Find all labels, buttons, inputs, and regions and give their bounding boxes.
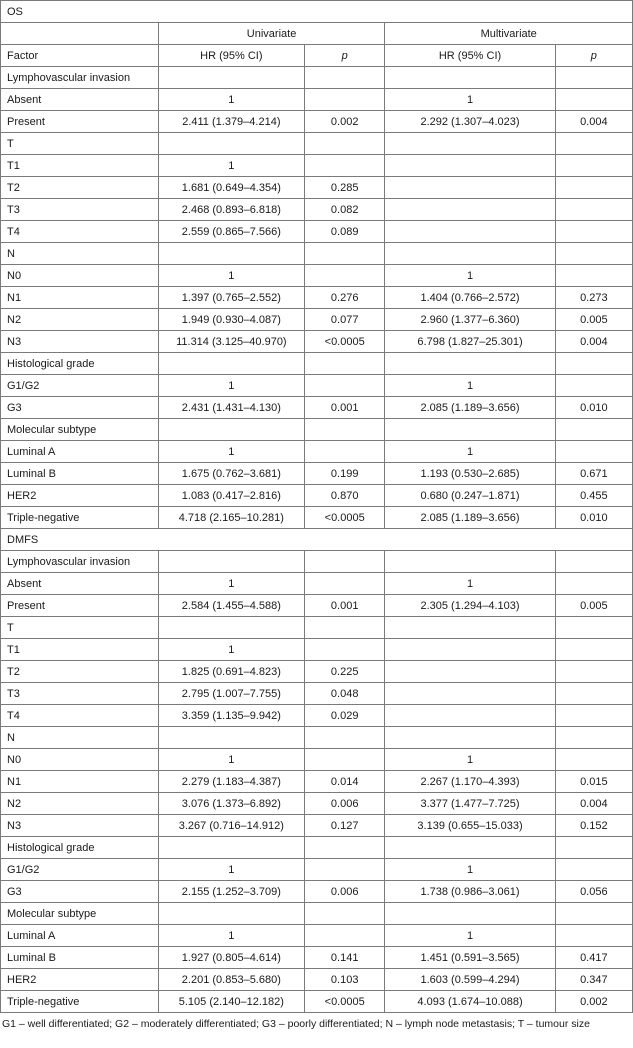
multivariate-hr-cell: 2.085 (1.189–3.656) <box>385 397 555 419</box>
row-label: T3 <box>1 683 159 705</box>
univariate-p-cell <box>304 441 384 463</box>
multivariate-p-cell <box>555 859 632 881</box>
empty-cell <box>304 727 384 749</box>
empty-cell <box>555 727 632 749</box>
multivariate-hr-cell: 2.267 (1.170–4.393) <box>385 771 555 793</box>
multivariate-hr-cell: 0.680 (0.247–1.871) <box>385 485 555 507</box>
table-row <box>1 991 633 1013</box>
multivariate-p-cell <box>555 749 632 771</box>
table-row <box>1 947 633 969</box>
univariate-p-cell: <0.0005 <box>304 991 384 1013</box>
univariate-p-cell: 0.006 <box>304 793 384 815</box>
univariate-hr-cell: 1.397 (0.765–2.552) <box>158 287 304 309</box>
multivariate-p-cell: 0.010 <box>555 397 632 419</box>
empty-cell <box>158 837 304 859</box>
table-row <box>1 683 633 705</box>
multivariate-p-cell: 0.056 <box>555 881 632 903</box>
empty-cell <box>304 419 384 441</box>
group-row <box>1 837 633 859</box>
multivariate-hr-cell: 1 <box>385 573 555 595</box>
row-label: N3 <box>1 815 159 837</box>
empty-cell <box>555 419 632 441</box>
group-name: T <box>1 617 159 639</box>
univariate-p-cell: <0.0005 <box>304 331 384 353</box>
empty-cell <box>304 133 384 155</box>
multivariate-p-cell <box>555 683 632 705</box>
multivariate-hr-cell: 2.305 (1.294–4.103) <box>385 595 555 617</box>
empty-cell <box>385 67 555 89</box>
univariate-p-cell: 0.029 <box>304 705 384 727</box>
table-row <box>1 639 633 661</box>
multivariate-hr-cell: 1.404 (0.766–2.572) <box>385 287 555 309</box>
group-row <box>1 903 633 925</box>
multivariate-hr-cell <box>385 661 555 683</box>
multivariate-hr-cell: 1 <box>385 749 555 771</box>
row-label: T1 <box>1 155 159 177</box>
multivariate-p-cell: 0.004 <box>555 111 632 133</box>
multivariate-hr-cell <box>385 221 555 243</box>
empty-cell <box>304 243 384 265</box>
univariate-hr-cell: 2.411 (1.379–4.214) <box>158 111 304 133</box>
univariate-hr-cell: 1 <box>158 89 304 111</box>
univariate-p-cell: 0.082 <box>304 199 384 221</box>
univariate-p-cell <box>304 89 384 111</box>
row-label: T2 <box>1 177 159 199</box>
multivariate-hr-cell: 2.085 (1.189–3.656) <box>385 507 555 529</box>
empty-cell <box>158 903 304 925</box>
row-label: Triple-negative <box>1 507 159 529</box>
table-row <box>1 881 633 903</box>
group-row <box>1 67 633 89</box>
table-row <box>1 771 633 793</box>
univariate-hr-cell: 3.359 (1.135–9.942) <box>158 705 304 727</box>
table-row <box>1 199 633 221</box>
multivariate-hr-cell: 1.451 (0.591–3.565) <box>385 947 555 969</box>
multivariate-p-cell: 0.015 <box>555 771 632 793</box>
empty-cell <box>304 903 384 925</box>
row-label: G3 <box>1 881 159 903</box>
table-row <box>1 89 633 111</box>
multivariate-hr-cell <box>385 683 555 705</box>
row-label: HER2 <box>1 969 159 991</box>
multivariate-p-cell <box>555 441 632 463</box>
row-label: N1 <box>1 287 159 309</box>
univariate-hr-cell: 1 <box>158 925 304 947</box>
empty-cell <box>158 419 304 441</box>
univariate-hr-cell: 1 <box>158 749 304 771</box>
multivariate-hr-cell: 1 <box>385 441 555 463</box>
header-univariate: Univariate <box>158 23 385 45</box>
univariate-hr-cell: 1 <box>158 375 304 397</box>
row-label: Luminal A <box>1 925 159 947</box>
univariate-p-cell: 0.001 <box>304 397 384 419</box>
row-label: T3 <box>1 199 159 221</box>
univariate-p-cell: 0.014 <box>304 771 384 793</box>
table-row <box>1 793 633 815</box>
row-label: Luminal B <box>1 463 159 485</box>
univariate-hr-cell: 1.681 (0.649–4.354) <box>158 177 304 199</box>
multivariate-p-cell: 0.005 <box>555 595 632 617</box>
header-row-columns <box>1 45 633 67</box>
multivariate-p-cell: 0.671 <box>555 463 632 485</box>
empty-cell <box>555 617 632 639</box>
empty-cell <box>304 551 384 573</box>
univariate-p-cell: 0.089 <box>304 221 384 243</box>
multivariate-hr-cell <box>385 639 555 661</box>
group-row <box>1 551 633 573</box>
group-row <box>1 243 633 265</box>
univariate-hr-cell: 1 <box>158 859 304 881</box>
empty-cell <box>385 419 555 441</box>
empty-cell <box>555 67 632 89</box>
univariate-hr-cell: 1 <box>158 265 304 287</box>
univariate-hr-cell: 1.825 (0.691–4.823) <box>158 661 304 683</box>
header-multivariate-p: p <box>555 45 632 67</box>
group-name: Lymphovascular invasion <box>1 67 159 89</box>
empty-cell <box>385 727 555 749</box>
table-row <box>1 441 633 463</box>
group-row <box>1 727 633 749</box>
multivariate-p-cell <box>555 265 632 287</box>
row-label: Absent <box>1 89 159 111</box>
multivariate-p-cell <box>555 221 632 243</box>
univariate-p-cell: 0.285 <box>304 177 384 199</box>
header-factor: Factor <box>1 45 159 67</box>
group-name: Histological grade <box>1 353 159 375</box>
multivariate-hr-cell: 2.292 (1.307–4.023) <box>385 111 555 133</box>
univariate-p-cell: 0.001 <box>304 595 384 617</box>
univariate-p-cell: 0.048 <box>304 683 384 705</box>
empty-cell <box>158 133 304 155</box>
multivariate-p-cell: 0.002 <box>555 991 632 1013</box>
univariate-p-cell <box>304 265 384 287</box>
multivariate-p-cell: 0.347 <box>555 969 632 991</box>
empty-cell <box>555 243 632 265</box>
multivariate-hr-cell <box>385 199 555 221</box>
footnote: G1 – well differentiated; G2 – moderately differentiated; G3 – poorly differentiated; N – lymph node metastasis; T – tumour size <box>2 1018 590 1030</box>
row-label: HER2 <box>1 485 159 507</box>
header-multivariate: Multivariate <box>385 23 633 45</box>
table-row <box>1 815 633 837</box>
multivariate-p-cell: 0.152 <box>555 815 632 837</box>
multivariate-hr-cell: 1.603 (0.599–4.294) <box>385 969 555 991</box>
header-row-analysis <box>1 23 633 45</box>
table-row <box>1 969 633 991</box>
row-label: Luminal A <box>1 441 159 463</box>
univariate-hr-cell: 5.105 (2.140–12.182) <box>158 991 304 1013</box>
empty-cell <box>304 67 384 89</box>
multivariate-hr-cell: 1 <box>385 859 555 881</box>
row-label: T4 <box>1 705 159 727</box>
multivariate-p-cell <box>555 375 632 397</box>
univariate-hr-cell: 2.468 (0.893–6.818) <box>158 199 304 221</box>
univariate-p-cell <box>304 749 384 771</box>
table-row <box>1 859 633 881</box>
multivariate-hr-cell: 4.093 (1.674–10.088) <box>385 991 555 1013</box>
row-label: Triple-negative <box>1 991 159 1013</box>
group-name: Lymphovascular invasion <box>1 551 159 573</box>
empty-cell <box>304 617 384 639</box>
univariate-p-cell: 0.225 <box>304 661 384 683</box>
univariate-hr-cell: 3.267 (0.716–14.912) <box>158 815 304 837</box>
multivariate-p-cell: 0.004 <box>555 793 632 815</box>
multivariate-p-cell <box>555 199 632 221</box>
row-label: G3 <box>1 397 159 419</box>
multivariate-hr-cell: 1 <box>385 375 555 397</box>
empty-cell <box>555 903 632 925</box>
empty-cell <box>555 353 632 375</box>
row-label: N2 <box>1 309 159 331</box>
header-empty-cell <box>1 23 159 45</box>
table-row <box>1 925 633 947</box>
univariate-p-cell: 0.077 <box>304 309 384 331</box>
table-row <box>1 265 633 287</box>
group-row <box>1 353 633 375</box>
empty-cell <box>158 617 304 639</box>
empty-cell <box>158 727 304 749</box>
row-label: G1/G2 <box>1 375 159 397</box>
multivariate-p-cell <box>555 177 632 199</box>
section-row-os <box>1 1 633 23</box>
multivariate-p-cell: 0.005 <box>555 309 632 331</box>
univariate-p-cell <box>304 639 384 661</box>
group-row <box>1 617 633 639</box>
multivariate-p-cell <box>555 89 632 111</box>
multivariate-hr-cell: 3.377 (1.477–7.725) <box>385 793 555 815</box>
empty-cell <box>555 837 632 859</box>
table-row <box>1 221 633 243</box>
row-label: T1 <box>1 639 159 661</box>
group-row <box>1 419 633 441</box>
row-label: G1/G2 <box>1 859 159 881</box>
empty-cell <box>385 243 555 265</box>
empty-cell <box>158 67 304 89</box>
table-row <box>1 375 633 397</box>
section-title: DMFS <box>1 529 633 551</box>
univariate-hr-cell: 3.076 (1.373–6.892) <box>158 793 304 815</box>
univariate-hr-cell: 1 <box>158 441 304 463</box>
group-name: N <box>1 727 159 749</box>
univariate-hr-cell: 2.201 (0.853–5.680) <box>158 969 304 991</box>
table-row <box>1 705 633 727</box>
empty-cell <box>158 243 304 265</box>
multivariate-hr-cell: 1 <box>385 89 555 111</box>
group-name: Histological grade <box>1 837 159 859</box>
univariate-hr-cell: 2.155 (1.252–3.709) <box>158 881 304 903</box>
univariate-p-cell: 0.006 <box>304 881 384 903</box>
univariate-hr-cell: 2.584 (1.455–4.588) <box>158 595 304 617</box>
univariate-p-cell <box>304 573 384 595</box>
univariate-hr-cell: 4.718 (2.165–10.281) <box>158 507 304 529</box>
multivariate-p-cell: 0.010 <box>555 507 632 529</box>
table-row <box>1 595 633 617</box>
multivariate-p-cell <box>555 573 632 595</box>
table-row <box>1 287 633 309</box>
empty-cell <box>385 903 555 925</box>
group-row <box>1 133 633 155</box>
row-label: Present <box>1 111 159 133</box>
univariate-p-cell: 0.199 <box>304 463 384 485</box>
empty-cell <box>385 617 555 639</box>
univariate-p-cell <box>304 375 384 397</box>
empty-cell <box>158 551 304 573</box>
multivariate-hr-cell <box>385 155 555 177</box>
group-name: Molecular subtype <box>1 903 159 925</box>
univariate-hr-cell: 1 <box>158 573 304 595</box>
univariate-p-cell: 0.870 <box>304 485 384 507</box>
group-name: T <box>1 133 159 155</box>
table-row <box>1 485 633 507</box>
table-row <box>1 177 633 199</box>
row-label: T4 <box>1 221 159 243</box>
univariate-p-cell: 0.276 <box>304 287 384 309</box>
univariate-hr-cell: 2.431 (1.431–4.130) <box>158 397 304 419</box>
table-row <box>1 155 633 177</box>
univariate-hr-cell: 1 <box>158 639 304 661</box>
univariate-hr-cell: 2.795 (1.007–7.755) <box>158 683 304 705</box>
univariate-hr-cell: 2.279 (1.183–4.387) <box>158 771 304 793</box>
table-row <box>1 331 633 353</box>
univariate-hr-cell: 1.675 (0.762–3.681) <box>158 463 304 485</box>
table-row <box>1 661 633 683</box>
multivariate-p-cell <box>555 661 632 683</box>
multivariate-hr-cell: 1 <box>385 925 555 947</box>
univariate-p-cell: 0.127 <box>304 815 384 837</box>
row-label: Luminal B <box>1 947 159 969</box>
empty-cell <box>304 353 384 375</box>
multivariate-hr-cell <box>385 705 555 727</box>
empty-cell <box>385 551 555 573</box>
header-univariate-p: p <box>304 45 384 67</box>
univariate-p-cell: <0.0005 <box>304 507 384 529</box>
table-row <box>1 573 633 595</box>
table-body <box>1 1 633 1013</box>
univariate-hr-cell: 1.949 (0.930–4.087) <box>158 309 304 331</box>
univariate-hr-cell: 1.927 (0.805–4.614) <box>158 947 304 969</box>
univariate-hr-cell: 2.559 (0.865–7.566) <box>158 221 304 243</box>
table-row <box>1 111 633 133</box>
univariate-p-cell: 0.141 <box>304 947 384 969</box>
multivariate-p-cell <box>555 639 632 661</box>
empty-cell <box>158 353 304 375</box>
multivariate-hr-cell: 6.798 (1.827–25.301) <box>385 331 555 353</box>
table-row <box>1 507 633 529</box>
empty-cell <box>555 551 632 573</box>
univariate-p-cell: 0.103 <box>304 969 384 991</box>
univariate-hr-cell: 11.314 (3.125–40.970) <box>158 331 304 353</box>
multivariate-hr-cell: 2.960 (1.377–6.360) <box>385 309 555 331</box>
multivariate-hr-cell: 1.738 (0.986–3.061) <box>385 881 555 903</box>
univariate-p-cell: 0.002 <box>304 111 384 133</box>
multivariate-p-cell: 0.004 <box>555 331 632 353</box>
row-label: N2 <box>1 793 159 815</box>
row-label: N0 <box>1 749 159 771</box>
empty-cell <box>385 353 555 375</box>
univariate-p-cell <box>304 925 384 947</box>
table-row <box>1 463 633 485</box>
table-row <box>1 309 633 331</box>
row-label: Absent <box>1 573 159 595</box>
header-univariate-hr: HR (95% CI) <box>158 45 304 67</box>
multivariate-hr-cell: 1.193 (0.530–2.685) <box>385 463 555 485</box>
multivariate-p-cell: 0.417 <box>555 947 632 969</box>
row-label: Present <box>1 595 159 617</box>
empty-cell <box>555 133 632 155</box>
multivariate-hr-cell: 1 <box>385 265 555 287</box>
multivariate-p-cell: 0.273 <box>555 287 632 309</box>
row-label: N3 <box>1 331 159 353</box>
row-label: N0 <box>1 265 159 287</box>
table-row <box>1 749 633 771</box>
univariate-p-cell <box>304 155 384 177</box>
multivariate-hr-cell <box>385 177 555 199</box>
group-name: N <box>1 243 159 265</box>
empty-cell <box>304 837 384 859</box>
multivariate-p-cell: 0.455 <box>555 485 632 507</box>
univariate-hr-cell: 1.083 (0.417–2.816) <box>158 485 304 507</box>
row-label: N1 <box>1 771 159 793</box>
group-name: Molecular subtype <box>1 419 159 441</box>
section-title: OS <box>1 1 633 23</box>
section-row-dmfs <box>1 529 633 551</box>
row-label: T2 <box>1 661 159 683</box>
multivariate-hr-cell: 3.139 (0.655–15.033) <box>385 815 555 837</box>
multivariate-p-cell <box>555 925 632 947</box>
multivariate-p-cell <box>555 155 632 177</box>
empty-cell <box>385 837 555 859</box>
univariate-p-cell <box>304 859 384 881</box>
empty-cell <box>385 133 555 155</box>
multivariate-p-cell <box>555 705 632 727</box>
table-row <box>1 397 633 419</box>
univariate-hr-cell: 1 <box>158 155 304 177</box>
header-multivariate-hr: HR (95% CI) <box>385 45 555 67</box>
